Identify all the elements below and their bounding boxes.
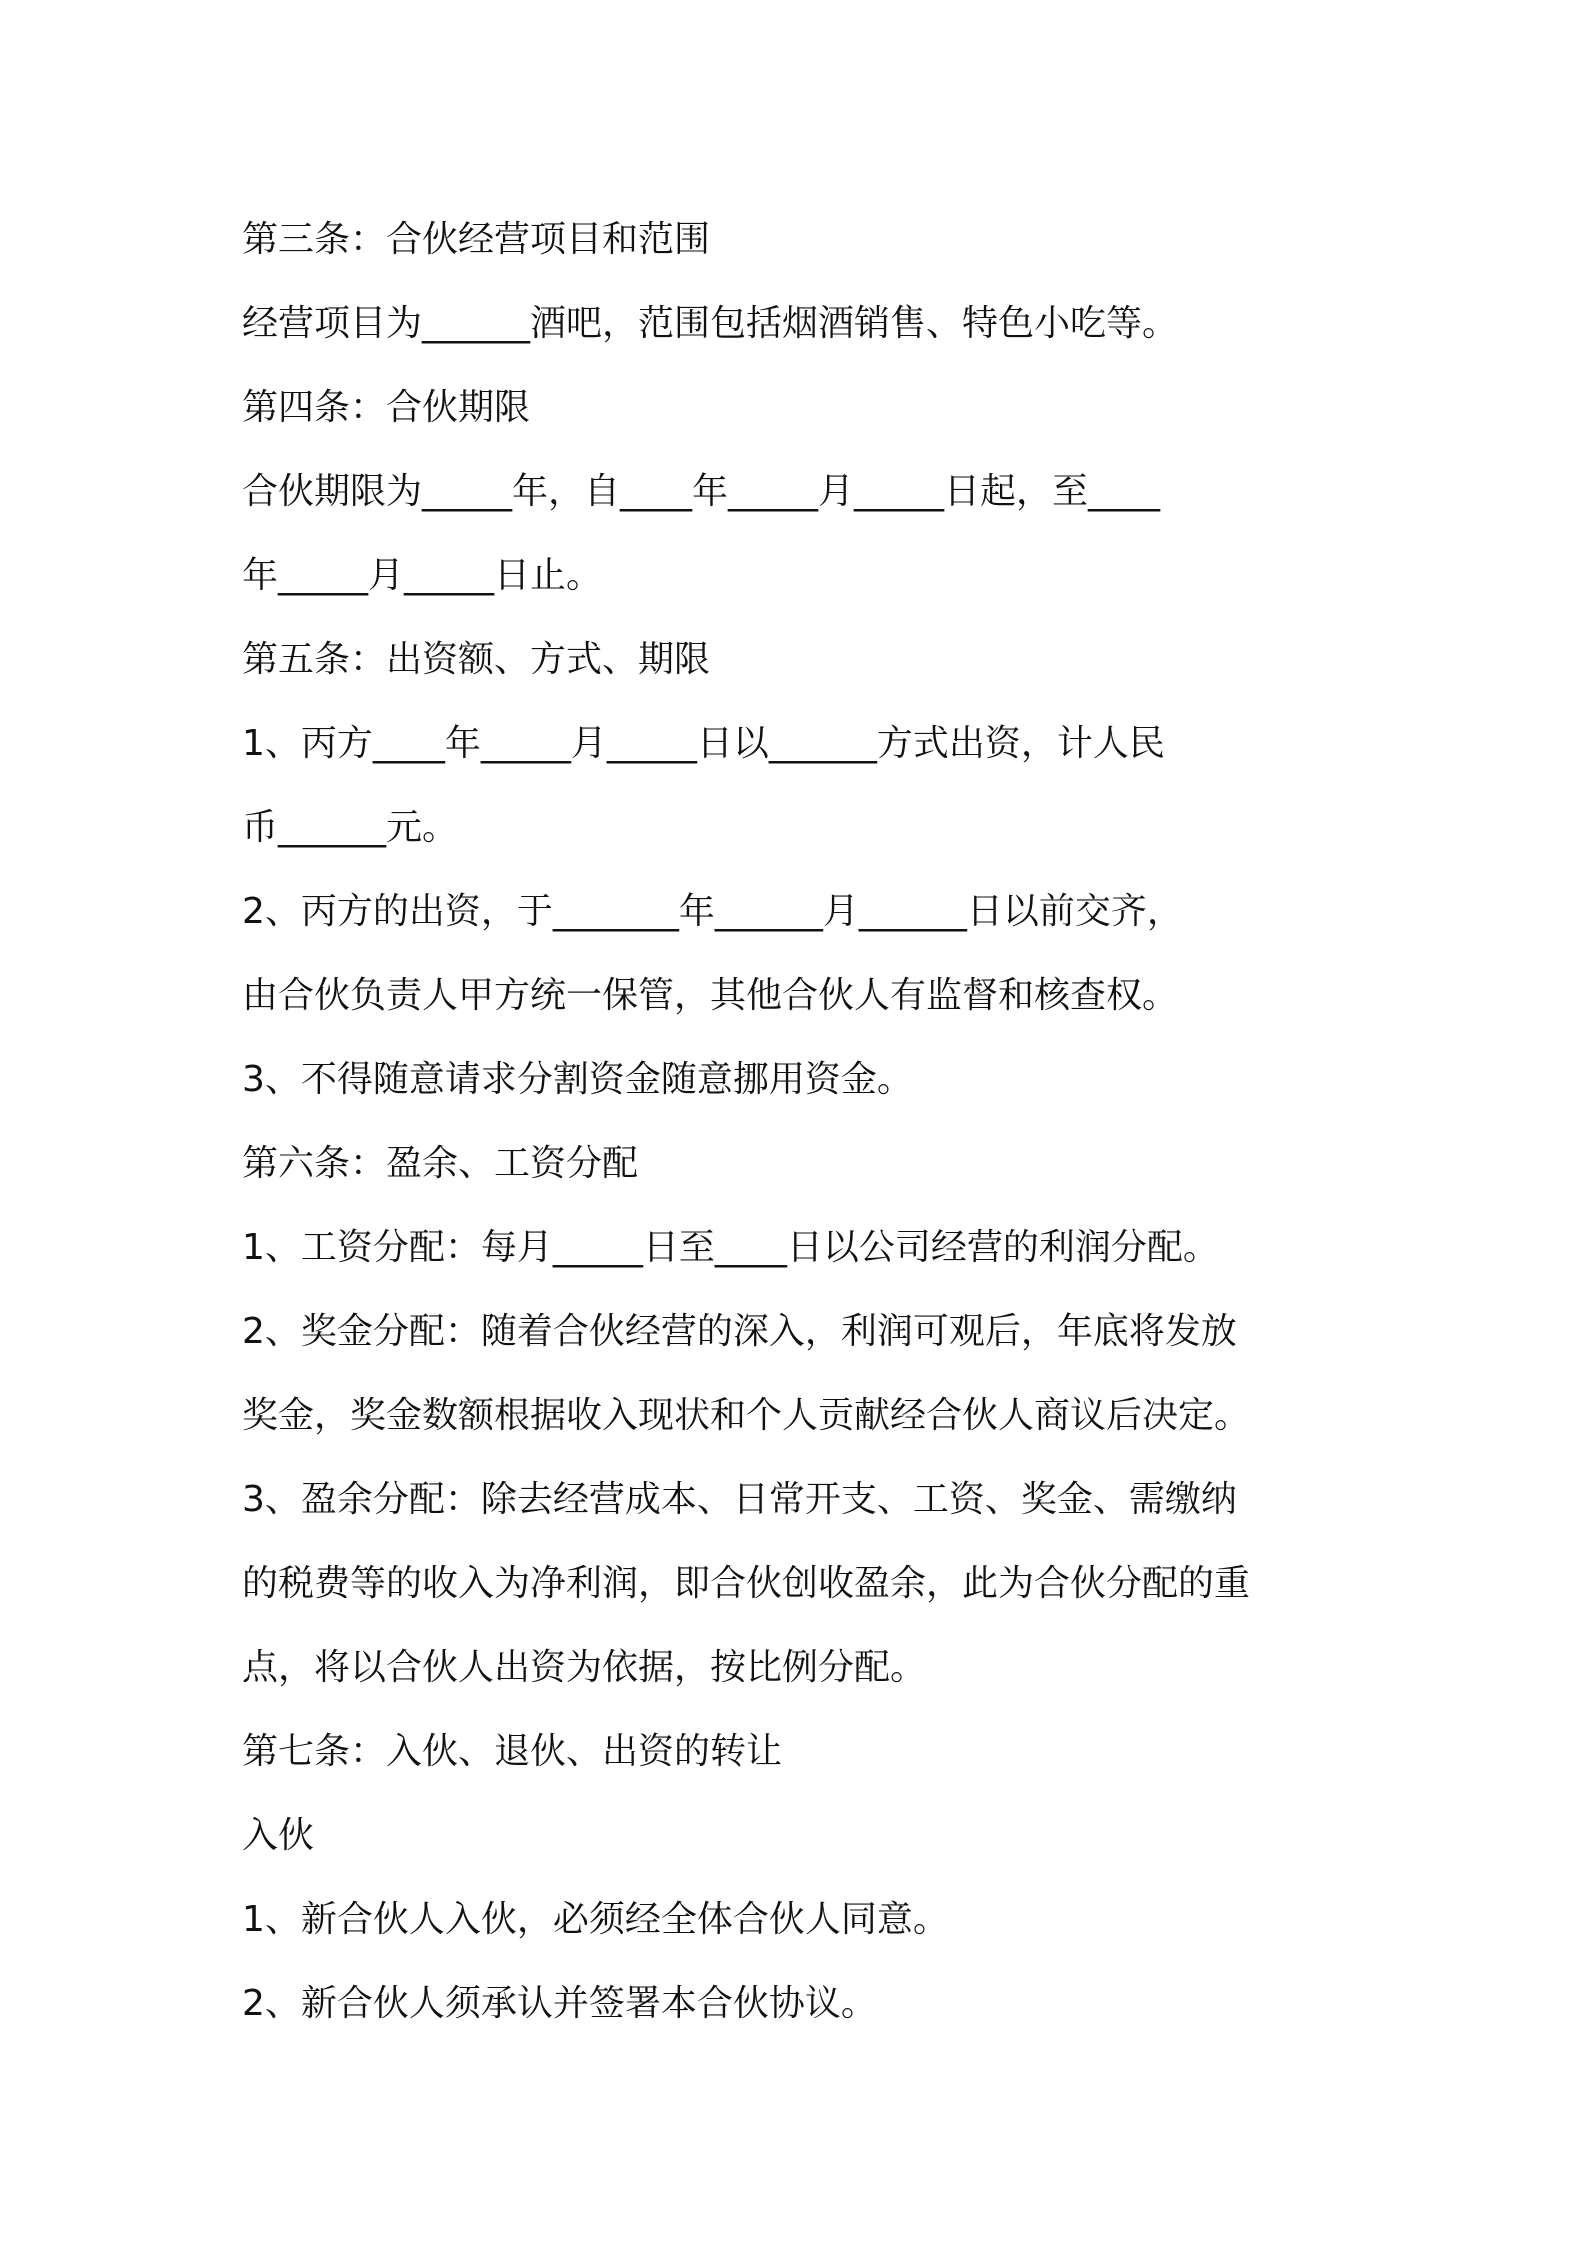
article-4-text-line-1: 合伙期限为_____年，自____年_____月_____日起，至____ [242,471,1161,512]
article-3-text: 经营项目为______酒吧，范围包括烟酒销售、特色小吃等。 [242,303,1179,344]
document-body [242,198,1362,2046]
article-7-joining-item-1: 1、新合伙人入伙，必须经全体合伙人同意。 [242,1899,949,1940]
article-4-heading: 第四条：合伙期限 [242,387,531,428]
article-5-heading: 第五条：出资额、方式、期限 [242,639,711,680]
article-6-item-3-line-2: 的税费等的收入为净利润，即合伙创收盈余，此为合伙分配的重 [242,1563,1251,1604]
article-7-joining-item-2: 2、新合伙人须承认并签署本合伙协议。 [242,1983,877,2024]
article-5-item-2-line-1: 2、丙方的出资，于_______年______月______日以前交齐， [242,891,1183,932]
article-6-item-3-line-3: 点，将以合伙人出资为依据，按比例分配。 [242,1647,927,1688]
article-7-subheading-joining: 入伙 [242,1815,315,1856]
article-5-item-1-line-2: 币______元。 [242,807,459,848]
article-4-text-line-2: 年_____月_____日止。 [242,555,603,596]
article-6-item-2-line-2: 奖金，奖金数额根据收入现状和个人贡献经合伙人商议后决定。 [242,1395,1251,1436]
article-5-item-2-line-2: 由合伙负责人甲方统一保管，其他合伙人有监督和核查权。 [242,975,1179,1016]
article-5-item-1-line-1: 1、丙方____年_____月_____日以______方式出资，计人民 [242,723,1165,764]
article-3-heading: 第三条：合伙经营项目和范围 [242,219,711,260]
article-5-item-3: 3、不得随意请求分割资金随意挪用资金。 [242,1059,913,1100]
article-7-heading: 第七条：入伙、退伙、出资的转让 [242,1731,783,1772]
article-6-item-1: 1、工资分配：每月_____日至____日以公司经营的利润分配。 [242,1227,1219,1268]
article-6-item-2-line-1: 2、奖金分配：随着合伙经营的深入，利润可观后，年底将发放 [242,1311,1237,1352]
article-6-heading: 第六条：盈余、工资分配 [242,1143,639,1184]
article-6-item-3-line-1: 3、盈余分配：除去经营成本、日常开支、工资、奖金、需缴纳 [242,1479,1237,1520]
